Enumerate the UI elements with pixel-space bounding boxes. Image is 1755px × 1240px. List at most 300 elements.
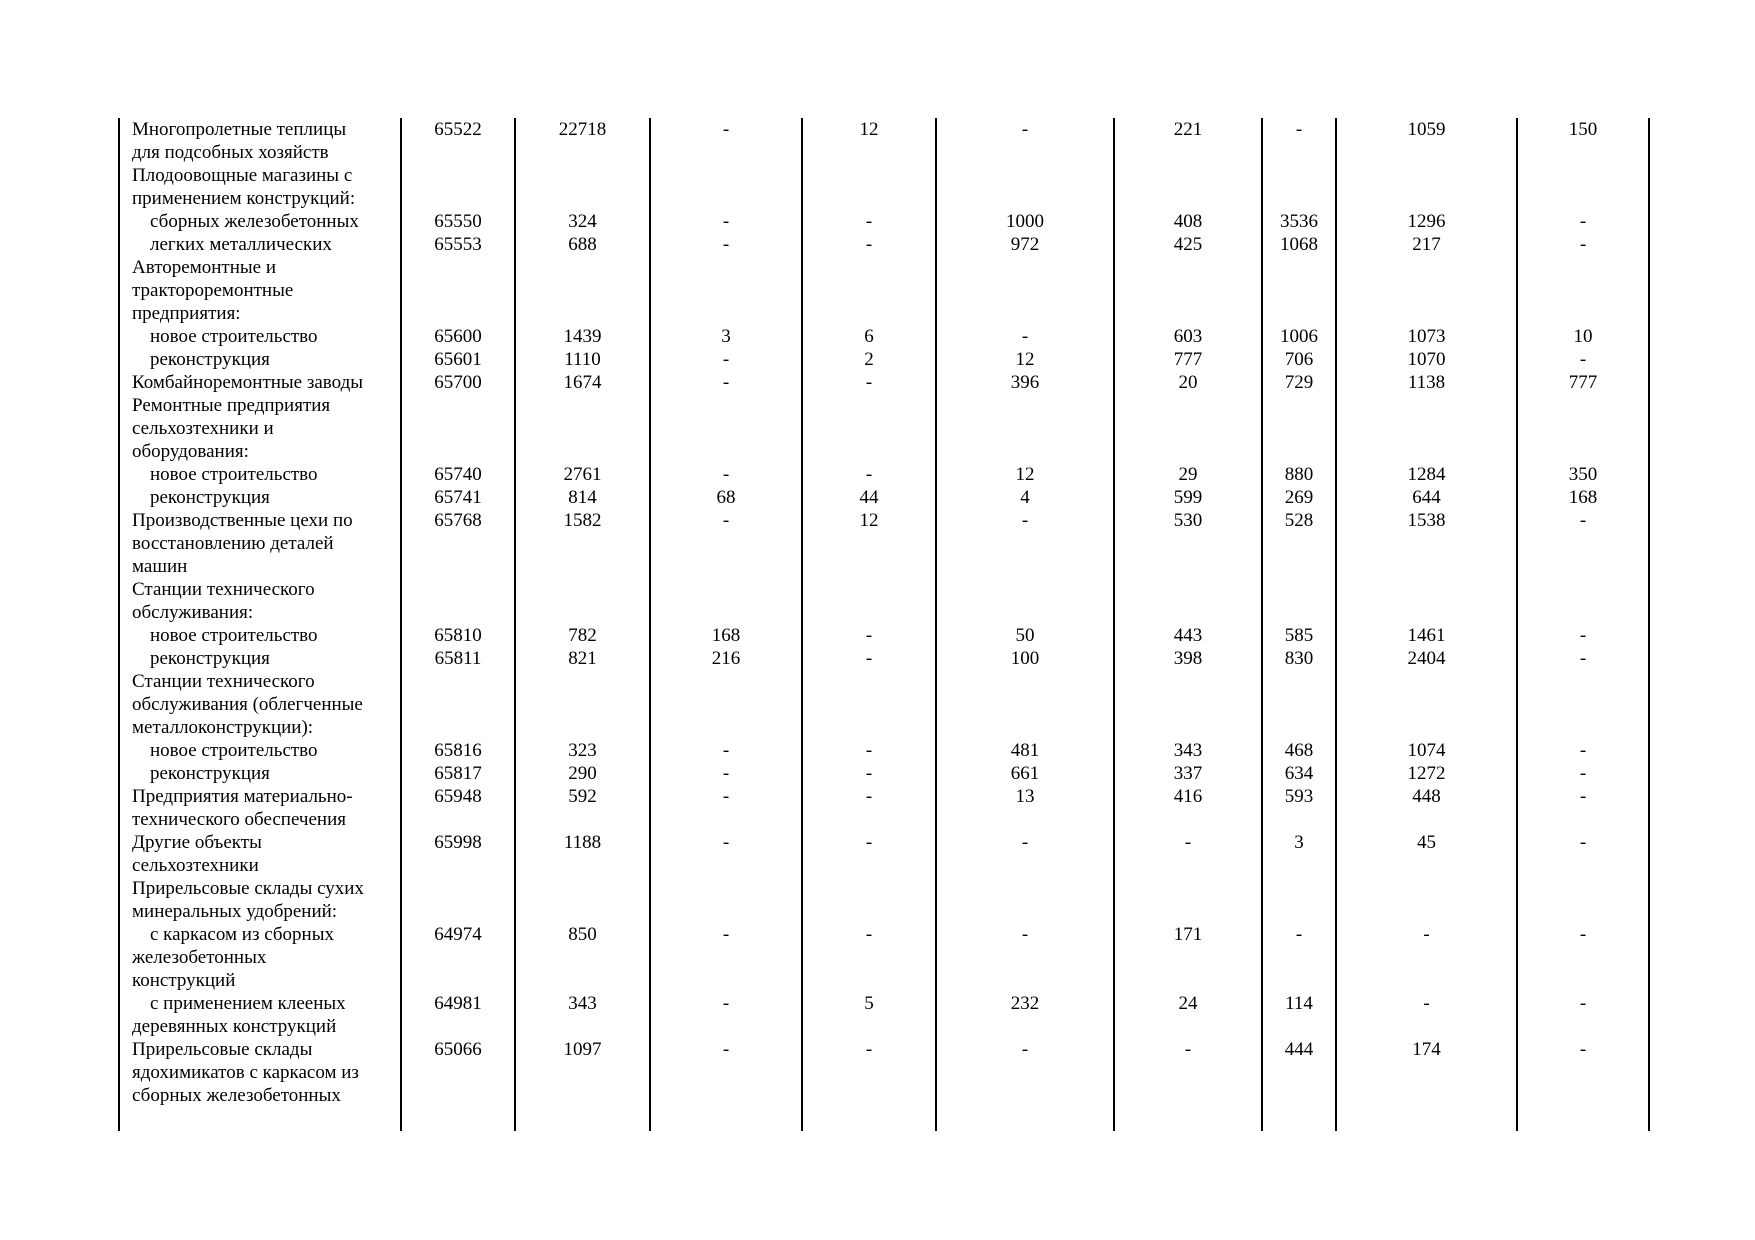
table-cell bbox=[650, 394, 802, 463]
table-cell: 443 bbox=[1114, 624, 1262, 647]
table-cell: 1068 bbox=[1262, 233, 1336, 256]
row-label bbox=[119, 647, 401, 670]
table-cell: 65553 bbox=[401, 233, 515, 256]
table-cell bbox=[936, 394, 1114, 463]
table-cell: - bbox=[1114, 1038, 1262, 1107]
table-cell: 644 bbox=[1336, 486, 1517, 509]
row-label-line: реконструкция bbox=[150, 763, 270, 784]
table-cell: 2404 bbox=[1336, 647, 1517, 670]
table-cell: - bbox=[936, 325, 1114, 348]
table-cell: 1284 bbox=[1336, 463, 1517, 486]
table-cell: 481 bbox=[936, 739, 1114, 762]
table-cell: - bbox=[1517, 785, 1649, 831]
table-cell: 634 bbox=[1262, 762, 1336, 785]
table-cell bbox=[515, 670, 650, 739]
table-cell: 44 bbox=[802, 486, 936, 509]
table-cell: - bbox=[936, 509, 1114, 578]
table-cell: 592 bbox=[515, 785, 650, 831]
table-cell: - bbox=[936, 923, 1114, 992]
table-cell: - bbox=[802, 647, 936, 670]
row-label-line: с применением клееных bbox=[150, 993, 346, 1014]
table-cell: - bbox=[650, 509, 802, 578]
table-cell bbox=[650, 256, 802, 325]
row-label bbox=[119, 233, 401, 256]
table-cell: 50 bbox=[936, 624, 1114, 647]
table-row bbox=[119, 210, 1649, 233]
table-cell: - bbox=[650, 785, 802, 831]
table-cell bbox=[1114, 256, 1262, 325]
table-cell bbox=[515, 877, 650, 923]
table-row bbox=[119, 831, 1649, 877]
table-cell: 1674 bbox=[515, 371, 650, 394]
table-cell bbox=[515, 164, 650, 210]
table-cell: 777 bbox=[1114, 348, 1262, 371]
table-cell: - bbox=[1517, 647, 1649, 670]
table-cell bbox=[1114, 578, 1262, 624]
table-cell: 1272 bbox=[1336, 762, 1517, 785]
table-cell: 343 bbox=[1114, 739, 1262, 762]
table-row bbox=[119, 325, 1649, 348]
row-label bbox=[119, 739, 401, 762]
table-cell bbox=[936, 164, 1114, 210]
table-cell: 1138 bbox=[1336, 371, 1517, 394]
table-cell: - bbox=[802, 463, 936, 486]
row-label-line: Предприятия материально- bbox=[132, 786, 353, 807]
table-cell: 3 bbox=[1262, 831, 1336, 877]
table-cell: - bbox=[802, 233, 936, 256]
row-label bbox=[119, 394, 401, 463]
table-cell: - bbox=[650, 118, 802, 164]
table-cell: 4 bbox=[936, 486, 1114, 509]
table-cell: - bbox=[1517, 624, 1649, 647]
table-row bbox=[119, 348, 1649, 371]
table-cell: 972 bbox=[936, 233, 1114, 256]
table-cell: 1538 bbox=[1336, 509, 1517, 578]
table-cell bbox=[802, 578, 936, 624]
table-cell: 290 bbox=[515, 762, 650, 785]
table-cell bbox=[515, 256, 650, 325]
table-cell: 232 bbox=[936, 992, 1114, 1038]
table-cell bbox=[802, 394, 936, 463]
table-cell bbox=[1517, 256, 1649, 325]
table-cell bbox=[1517, 877, 1649, 923]
row-label-line: Комбайноремонтные заводы bbox=[132, 372, 364, 393]
row-label bbox=[119, 1038, 401, 1107]
table-row bbox=[119, 463, 1649, 486]
table-cell: 114 bbox=[1262, 992, 1336, 1038]
table-cell: - bbox=[936, 831, 1114, 877]
table-cell: - bbox=[650, 831, 802, 877]
row-label bbox=[119, 762, 401, 785]
row-label bbox=[119, 992, 401, 1038]
table-cell: 1059 bbox=[1336, 118, 1517, 164]
row-label-line: сельхозтехники и bbox=[132, 418, 274, 439]
table-row bbox=[119, 486, 1649, 509]
table-cell: 168 bbox=[1517, 486, 1649, 509]
table-row bbox=[119, 371, 1649, 394]
table-cell bbox=[515, 578, 650, 624]
table-cell: - bbox=[650, 992, 802, 1038]
row-label-line: Производственные цехи по bbox=[132, 510, 353, 531]
table-cell bbox=[650, 670, 802, 739]
table-cell: - bbox=[802, 831, 936, 877]
table-cell: - bbox=[650, 739, 802, 762]
table-cell: 1070 bbox=[1336, 348, 1517, 371]
row-label-line: Прирельсовые склады bbox=[132, 1039, 313, 1060]
table-cell: 337 bbox=[1114, 762, 1262, 785]
table-cell bbox=[401, 578, 515, 624]
table-cell: - bbox=[802, 371, 936, 394]
table-cell bbox=[1336, 394, 1517, 463]
row-label bbox=[119, 325, 401, 348]
table-cell: - bbox=[1517, 762, 1649, 785]
table-cell: 216 bbox=[650, 647, 802, 670]
row-label-line: машин bbox=[132, 556, 188, 577]
table-cell: - bbox=[1114, 831, 1262, 877]
table-cell: - bbox=[802, 624, 936, 647]
table-cell bbox=[1262, 394, 1336, 463]
table-row bbox=[119, 785, 1649, 831]
table-row bbox=[119, 992, 1649, 1038]
row-label-line: железобетонных bbox=[132, 947, 267, 968]
table-cell: - bbox=[802, 739, 936, 762]
table-cell: 65741 bbox=[401, 486, 515, 509]
table-cell: 444 bbox=[1262, 1038, 1336, 1107]
table-cell: 661 bbox=[936, 762, 1114, 785]
table-row bbox=[119, 624, 1649, 647]
table-cell bbox=[1262, 164, 1336, 210]
table-cell: 174 bbox=[1336, 1038, 1517, 1107]
row-label bbox=[119, 624, 401, 647]
table-cell bbox=[1114, 877, 1262, 923]
table-cell: 100 bbox=[936, 647, 1114, 670]
table-cell: 65740 bbox=[401, 463, 515, 486]
table-cell bbox=[802, 164, 936, 210]
row-label-line: применением конструкций: bbox=[132, 188, 356, 209]
row-label-line: Станции технического bbox=[132, 671, 315, 692]
table-cell: 171 bbox=[1114, 923, 1262, 992]
table-cell: - bbox=[650, 233, 802, 256]
table-cell: 425 bbox=[1114, 233, 1262, 256]
table-cell: - bbox=[1517, 348, 1649, 371]
data-table bbox=[118, 118, 1650, 1131]
table-cell bbox=[1262, 256, 1336, 325]
table-cell: - bbox=[650, 210, 802, 233]
table-cell: 269 bbox=[1262, 486, 1336, 509]
table-cell: 1110 bbox=[515, 348, 650, 371]
table-cell: 350 bbox=[1517, 463, 1649, 486]
row-label-line: новое строительство bbox=[150, 326, 318, 347]
table-cell bbox=[936, 256, 1114, 325]
table-cell: 65522 bbox=[401, 118, 515, 164]
table-cell: 64974 bbox=[401, 923, 515, 992]
table-cell: - bbox=[650, 1038, 802, 1107]
row-label bbox=[119, 670, 401, 739]
row-label-line: реконструкция bbox=[150, 648, 270, 669]
table-cell: - bbox=[1517, 739, 1649, 762]
table-cell bbox=[1336, 578, 1517, 624]
table-cell: 64981 bbox=[401, 992, 515, 1038]
row-label-line: сборных железобетонных bbox=[132, 1085, 341, 1106]
table-cell: 65948 bbox=[401, 785, 515, 831]
table-cell bbox=[1517, 164, 1649, 210]
row-label bbox=[119, 831, 401, 877]
table-cell bbox=[1517, 578, 1649, 624]
table-cell: 1000 bbox=[936, 210, 1114, 233]
table-cell: 24 bbox=[1114, 992, 1262, 1038]
table-row bbox=[119, 1038, 1649, 1107]
table-cell: 850 bbox=[515, 923, 650, 992]
table-cell: 593 bbox=[1262, 785, 1336, 831]
table-cell: - bbox=[1517, 509, 1649, 578]
table-cell: 1296 bbox=[1336, 210, 1517, 233]
table-cell: 528 bbox=[1262, 509, 1336, 578]
row-label-line: новое строительство bbox=[150, 625, 318, 646]
row-label-line: для подсобных хозяйств bbox=[132, 142, 329, 163]
table-row bbox=[119, 509, 1649, 578]
table-cell: - bbox=[1517, 831, 1649, 877]
table-cell bbox=[1114, 164, 1262, 210]
table-cell bbox=[936, 670, 1114, 739]
row-label bbox=[119, 509, 401, 578]
table-row bbox=[119, 578, 1649, 624]
table-cell bbox=[401, 164, 515, 210]
table-cell: - bbox=[802, 210, 936, 233]
table-row bbox=[119, 762, 1649, 785]
table-cell: 68 bbox=[650, 486, 802, 509]
table-cell bbox=[401, 394, 515, 463]
table-cell: 168 bbox=[650, 624, 802, 647]
table-cell: - bbox=[650, 371, 802, 394]
table-cell: 1073 bbox=[1336, 325, 1517, 348]
table-cell: 65768 bbox=[401, 509, 515, 578]
table-row bbox=[119, 256, 1649, 325]
table-cell: - bbox=[1517, 233, 1649, 256]
row-label-line: с каркасом из сборных bbox=[150, 924, 334, 945]
table-cell: 814 bbox=[515, 486, 650, 509]
table-cell: - bbox=[802, 1038, 936, 1107]
table-cell: 3536 bbox=[1262, 210, 1336, 233]
table-cell bbox=[1114, 670, 1262, 739]
row-label bbox=[119, 923, 401, 992]
row-label bbox=[119, 256, 401, 325]
table-body bbox=[119, 118, 1649, 1107]
table-cell: 65066 bbox=[401, 1038, 515, 1107]
table-cell: 830 bbox=[1262, 647, 1336, 670]
row-label-line: конструкций bbox=[132, 970, 236, 991]
row-label-line: новое строительство bbox=[150, 464, 318, 485]
table-cell: 821 bbox=[515, 647, 650, 670]
row-label-line: Ремонтные предприятия bbox=[132, 395, 331, 416]
table-cell: 323 bbox=[515, 739, 650, 762]
row-label-line: обслуживания (облегченные bbox=[132, 694, 363, 715]
table-cell: 6 bbox=[802, 325, 936, 348]
table-cell bbox=[936, 877, 1114, 923]
table-cell: 416 bbox=[1114, 785, 1262, 831]
table-cell: 1582 bbox=[515, 509, 650, 578]
row-label bbox=[119, 578, 401, 624]
table-cell: 65601 bbox=[401, 348, 515, 371]
table-cell: 65550 bbox=[401, 210, 515, 233]
table-cell: 65816 bbox=[401, 739, 515, 762]
table-cell: 150 bbox=[1517, 118, 1649, 164]
row-label-line: оборудования: bbox=[132, 441, 249, 462]
row-label-line: Многопролетные теплицы bbox=[132, 119, 347, 140]
table-cell bbox=[802, 877, 936, 923]
table-cell: 20 bbox=[1114, 371, 1262, 394]
table-cell bbox=[936, 578, 1114, 624]
table-cell: - bbox=[1336, 923, 1517, 992]
table-cell: 29 bbox=[1114, 463, 1262, 486]
table-row bbox=[119, 923, 1649, 992]
table-cell bbox=[401, 256, 515, 325]
table-row bbox=[119, 164, 1649, 210]
table-cell bbox=[1336, 670, 1517, 739]
row-label-line: восстановлению деталей bbox=[132, 533, 334, 554]
table-cell: 10 bbox=[1517, 325, 1649, 348]
table-cell bbox=[1262, 670, 1336, 739]
table-cell: 221 bbox=[1114, 118, 1262, 164]
table-cell bbox=[650, 578, 802, 624]
row-label-line: сельхозтехники bbox=[132, 855, 259, 876]
table-cell: 1074 bbox=[1336, 739, 1517, 762]
table-cell bbox=[802, 256, 936, 325]
row-label-line: технического обеспечения bbox=[132, 809, 347, 830]
table-cell: 530 bbox=[1114, 509, 1262, 578]
table-cell: - bbox=[1336, 992, 1517, 1038]
row-label-line: предприятия: bbox=[132, 303, 241, 324]
table-cell bbox=[1336, 164, 1517, 210]
table-cell: 782 bbox=[515, 624, 650, 647]
table-cell: - bbox=[1262, 923, 1336, 992]
table-cell bbox=[650, 877, 802, 923]
table-cell: - bbox=[802, 923, 936, 992]
table-cell: 1188 bbox=[515, 831, 650, 877]
row-label-line: новое строительство bbox=[150, 740, 318, 761]
row-label bbox=[119, 210, 401, 233]
table-cell: 599 bbox=[1114, 486, 1262, 509]
table-cell: 408 bbox=[1114, 210, 1262, 233]
table-cell: 1461 bbox=[1336, 624, 1517, 647]
table-cell: 65811 bbox=[401, 647, 515, 670]
table-cell bbox=[401, 670, 515, 739]
row-label-line: сборных железобетонных bbox=[150, 211, 359, 232]
table-cell bbox=[1336, 256, 1517, 325]
table-cell bbox=[802, 670, 936, 739]
row-label-line: деревянных конструкций bbox=[132, 1016, 337, 1037]
table-cell: - bbox=[1517, 992, 1649, 1038]
table-cell: - bbox=[1517, 923, 1649, 992]
table-cell bbox=[401, 877, 515, 923]
table-cell: 12 bbox=[802, 509, 936, 578]
row-label bbox=[119, 877, 401, 923]
table-cell: 729 bbox=[1262, 371, 1336, 394]
row-label-line: Прирельсовые склады сухих bbox=[132, 878, 364, 899]
table-cell: 1006 bbox=[1262, 325, 1336, 348]
row-label-line: реконструкция bbox=[150, 349, 270, 370]
table-cell: 65810 bbox=[401, 624, 515, 647]
table-cell: 585 bbox=[1262, 624, 1336, 647]
table-cell: 65600 bbox=[401, 325, 515, 348]
table-row bbox=[119, 877, 1649, 923]
row-label-line: ядохимикатов с каркасом из bbox=[132, 1062, 359, 1083]
table-cell: 13 bbox=[936, 785, 1114, 831]
document-page bbox=[118, 118, 1648, 1115]
row-label-line: Плодоовощные магазины с bbox=[132, 165, 353, 186]
table-row bbox=[119, 394, 1649, 463]
table-cell bbox=[515, 394, 650, 463]
table-cell bbox=[1517, 394, 1649, 463]
table-cell: 398 bbox=[1114, 647, 1262, 670]
table-cell: 45 bbox=[1336, 831, 1517, 877]
table-cell: 396 bbox=[936, 371, 1114, 394]
table-cell: - bbox=[650, 463, 802, 486]
table-cell: 5 bbox=[802, 992, 936, 1038]
row-label-line: легких металлических bbox=[150, 234, 332, 255]
table-cell: - bbox=[1517, 210, 1649, 233]
table-cell bbox=[1517, 670, 1649, 739]
row-label-line: реконструкция bbox=[150, 487, 270, 508]
table-row bbox=[119, 118, 1649, 164]
table-cell: 65817 bbox=[401, 762, 515, 785]
table-cell: - bbox=[936, 118, 1114, 164]
table-cell: 12 bbox=[936, 463, 1114, 486]
row-label-line: минеральных удобрений: bbox=[132, 901, 338, 922]
row-label bbox=[119, 164, 401, 210]
table-cell: 12 bbox=[802, 118, 936, 164]
row-label-line: обслуживания: bbox=[132, 602, 254, 623]
table-cell: - bbox=[650, 762, 802, 785]
table-cell: 880 bbox=[1262, 463, 1336, 486]
table-row bbox=[119, 233, 1649, 256]
table-cell: - bbox=[936, 1038, 1114, 1107]
table-cell: 65700 bbox=[401, 371, 515, 394]
table-cell: 22718 bbox=[515, 118, 650, 164]
row-label bbox=[119, 486, 401, 509]
table-cell bbox=[1262, 578, 1336, 624]
table-cell: - bbox=[1262, 118, 1336, 164]
table-cell: 324 bbox=[515, 210, 650, 233]
row-label-line: Другие объекты bbox=[132, 832, 262, 853]
table-cell: 448 bbox=[1336, 785, 1517, 831]
table-cell: - bbox=[650, 923, 802, 992]
row-label-line: Авторемонтные и bbox=[132, 257, 276, 278]
table-cell bbox=[1262, 877, 1336, 923]
table-cell: 1097 bbox=[515, 1038, 650, 1107]
table-cell: 2 bbox=[802, 348, 936, 371]
table-cell: 1439 bbox=[515, 325, 650, 348]
row-label bbox=[119, 463, 401, 486]
table-cell: 777 bbox=[1517, 371, 1649, 394]
table-cell: 65998 bbox=[401, 831, 515, 877]
table-cell: 603 bbox=[1114, 325, 1262, 348]
table-row bbox=[119, 647, 1649, 670]
table-cell: - bbox=[802, 762, 936, 785]
table-cell: 12 bbox=[936, 348, 1114, 371]
table-cell: 706 bbox=[1262, 348, 1336, 371]
table-cell: 2761 bbox=[515, 463, 650, 486]
table-row bbox=[119, 739, 1649, 762]
row-label-line: тракторoремонтные bbox=[132, 280, 294, 301]
table-cell: 468 bbox=[1262, 739, 1336, 762]
table-row bbox=[119, 670, 1649, 739]
table-cell bbox=[1336, 877, 1517, 923]
table-cell: 688 bbox=[515, 233, 650, 256]
row-label-line: металлоконструкции): bbox=[132, 717, 314, 738]
table-cell: 3 bbox=[650, 325, 802, 348]
table-cell bbox=[1114, 394, 1262, 463]
row-label-line: Станции технического bbox=[132, 579, 315, 600]
